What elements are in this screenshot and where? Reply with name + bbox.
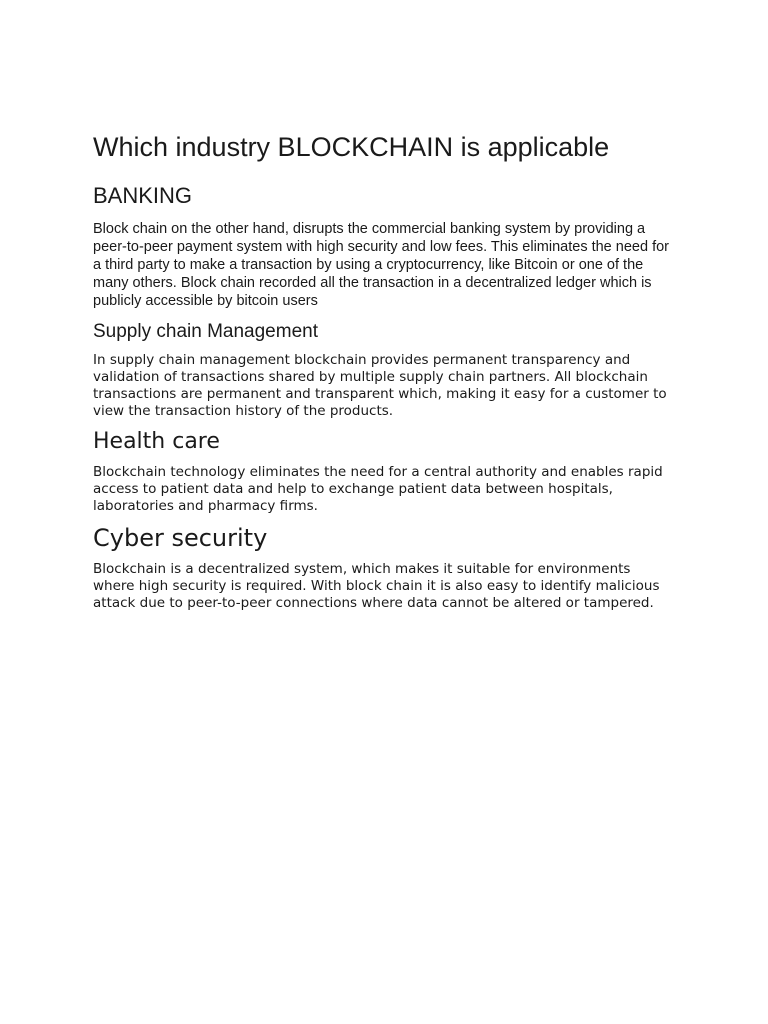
section-heading-banking: BANKING	[93, 183, 193, 208]
document-page	[93, 128, 673, 612]
section-body-cyber-security: Blockchain is a decentralized system, which makes it suitable for environments where high security is required. With block chain it is also easy to identify malicious attack due to peer-to-peer connections where data cannot be altered or tampered.	[93, 561, 660, 611]
section-body-health-care: Blockchain technology eliminates the need for a central authority and enables rapid access to patient data and help to exchange patient data between hospitals, laboratories and pharmacy firms.	[93, 464, 663, 514]
section-body-supply-chain: In supply chain management blockchain provides permanent transparency and validation of transactions shared by multiple supply chain partners. All blockchain transactions are permanent and transparent which, making it easy for a customer to view the transaction history of the products.	[93, 352, 667, 419]
section-heading-supply-chain: Supply chain Management	[93, 321, 318, 342]
document-title: Which industry BLOCKCHAIN is applicable	[93, 132, 610, 162]
section-heading-cyber-security: Cyber security	[93, 524, 268, 552]
section-body-banking: Block chain on the other hand, disrupts the commercial banking system by providing a peer-to-peer payment system with high security and low fees. This eliminates the need for a third party to make a transaction by using a cryptocurrency, like Bitcoin or one of the many others. Block chain recorded all the transaction in a decentralized ledger which is publicly accessible by bitcoin users	[93, 221, 669, 309]
section-heading-health-care: Health care	[93, 429, 220, 454]
